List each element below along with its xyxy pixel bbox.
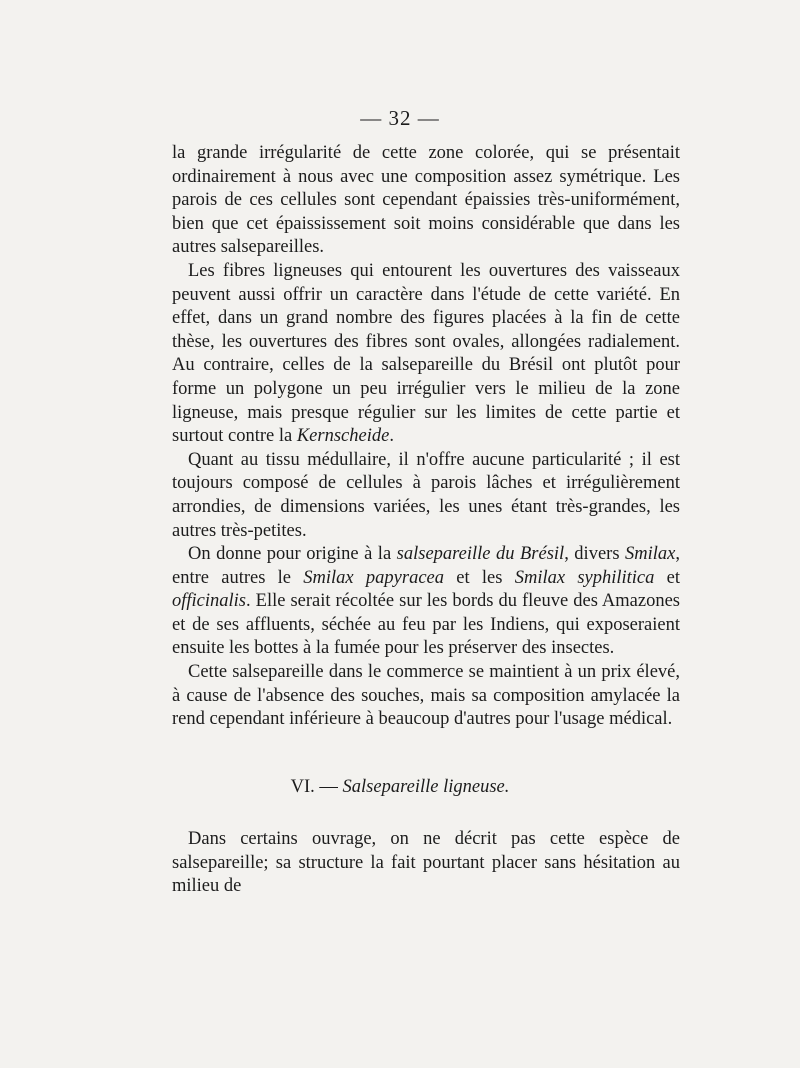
- section-title: Salsepareille ligneuse.: [342, 777, 510, 797]
- paragraph-text: et: [654, 567, 681, 588]
- paragraph: [172, 449, 680, 543]
- italic-term: Smilax syphilitica: [514, 567, 655, 588]
- paragraph-text: Les fibres ligneuses qui entourent les ouvertures des vaisseaux peuvent aussi offrir un caractère dans l'étude de cette variété. En effet, dans un grand nombre des figures placées à la fin de cette thèse, les ouvertures des fibres sont ovales, allongées radialement. Au contraire, celles de la salsepareille du Brésil ont plutôt pour forme un polygone un peu irrégulier vers le milieu de la zone ligneuse, mais presque régulier sur les limites de cette partie et surtout contre la: [172, 260, 680, 447]
- paragraph-text: Dans certains ouvrage, on ne décrit pas cette espèce de salsepareille; sa structure la fait pourtant placer sans hésitation au milieu de: [172, 829, 680, 897]
- paragraph: [172, 543, 680, 661]
- paragraph: [172, 828, 680, 899]
- paragraph-text: et les: [444, 567, 515, 588]
- italic-term: officinalis: [172, 591, 246, 612]
- paragraph: [172, 260, 680, 449]
- paragraph-text: , entre autres le: [172, 544, 680, 588]
- page-number: — 32 —: [360, 106, 440, 130]
- paragraph-text: Quant au tissu médullaire, il n'offre aucune particularité ; il est toujours composé de cellules à parois lâches et irrégulièrement arrondies, de dimensions variées, les unes étant très-grandes, les autres très-petites.: [172, 449, 680, 541]
- section-numeral: VI. —: [290, 777, 343, 797]
- italic-term: Smilax papyracea: [303, 567, 444, 588]
- italic-term: Kernscheide: [296, 426, 390, 447]
- italic-term: Smilax: [625, 544, 676, 565]
- paragraph-text: la grande irrégularité de cette zone colorée, qui se présentait ordinairement à nous avec une composition assez symétrique. Les parois de ces cellules sont cependant épaissies très-uniformément, bien que cet épaississement soit moins considérable que dans les autres salsepareilles.: [172, 143, 680, 258]
- section-body: [172, 828, 680, 899]
- paragraph-text: . Elle serait récoltée sur les bords du fleuve des Amazones et de ses affluents, séchée au feu par les Indiens, qui exposeraient ensuite les bottes à la fumée pour les préserver des insectes.: [172, 591, 680, 659]
- paragraph-text: On donne pour origine à la: [188, 544, 397, 565]
- section-heading: [0, 777, 800, 798]
- paragraph-text: .: [389, 426, 394, 447]
- paragraph: [172, 661, 680, 732]
- italic-term: salsepareille du Brésil: [396, 544, 565, 565]
- paragraph-text: Cette salsepareille dans le commerce se maintient à un prix élevé, à cause de l'absence des souches, mais sa composition amylacée la rend cependant inférieure à beaucoup d'autres pour l'usage médical.: [172, 662, 680, 730]
- paragraph-text: , divers: [564, 544, 626, 565]
- body-text: [172, 142, 680, 732]
- paragraph: [172, 142, 680, 260]
